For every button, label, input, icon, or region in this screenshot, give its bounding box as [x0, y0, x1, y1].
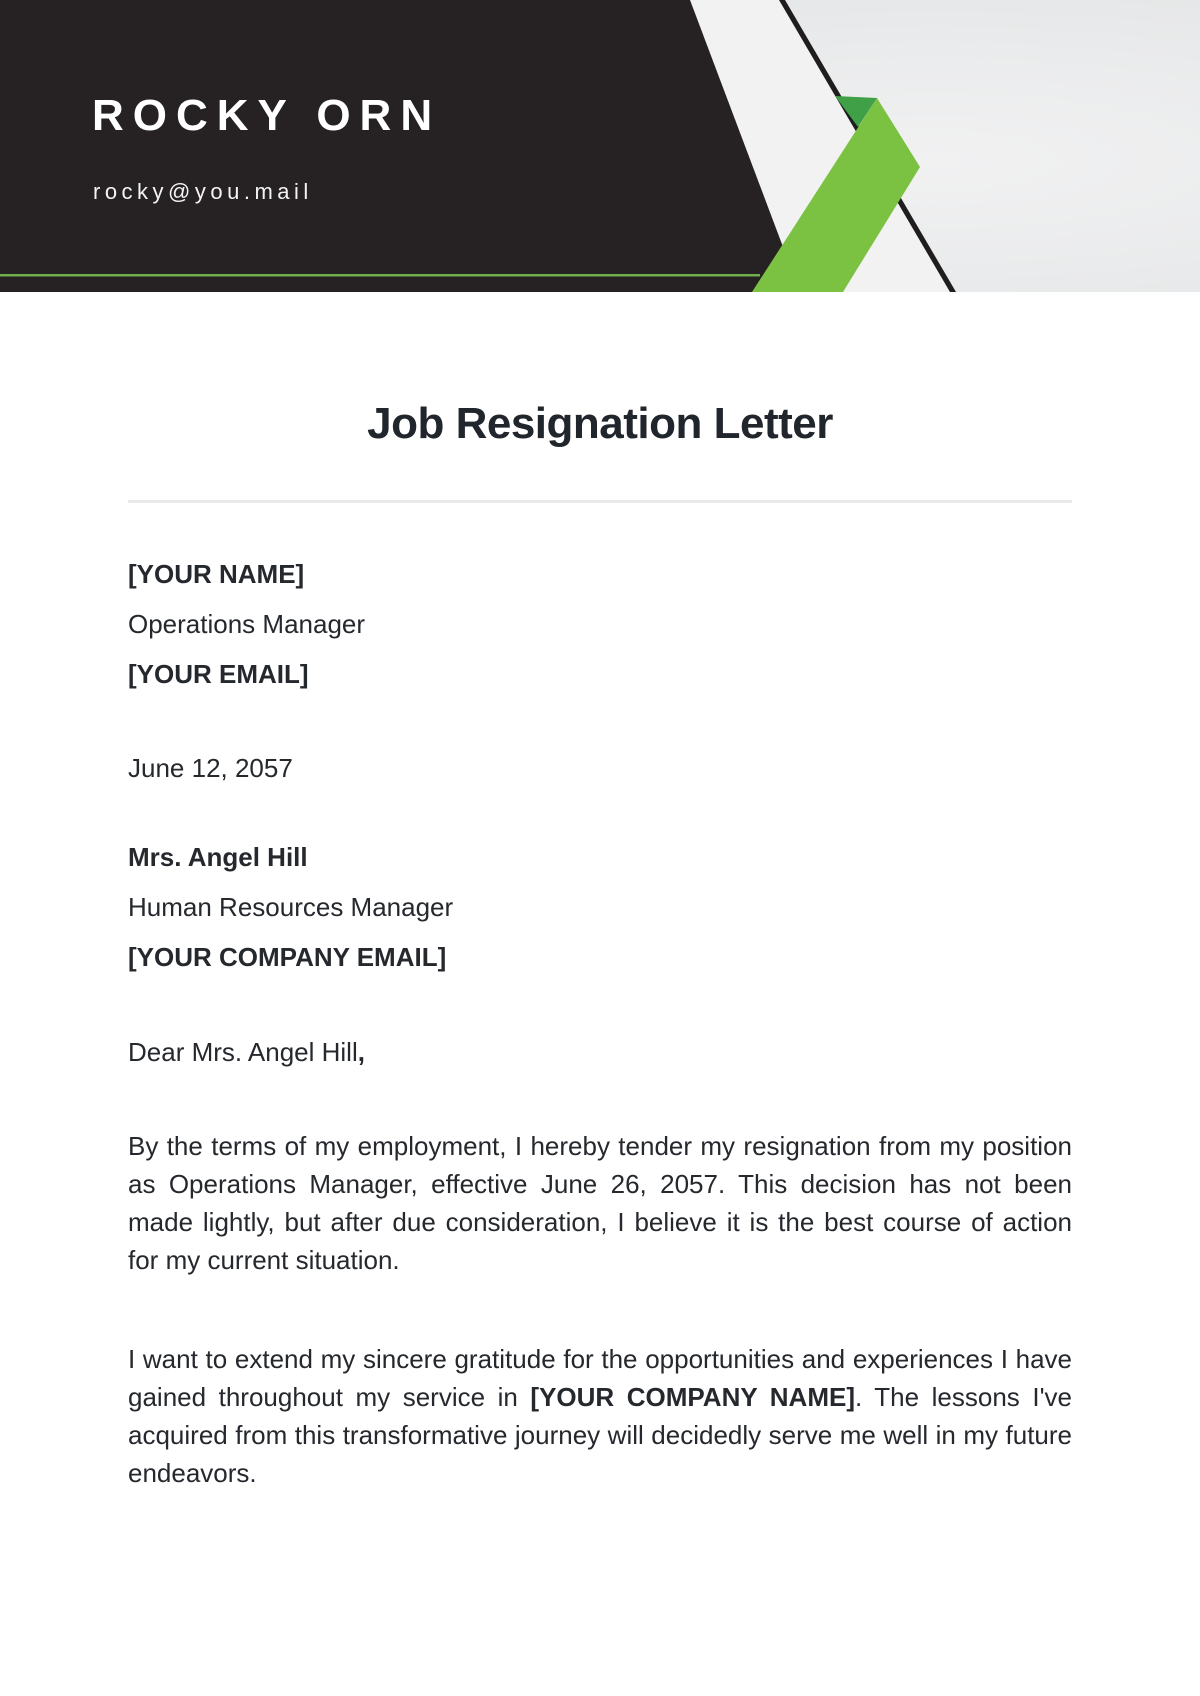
sender-role: Operations Manager	[128, 609, 366, 639]
recipient-email-placeholder: [YOUR COMPANY EMAIL]	[128, 942, 447, 972]
recipient-block	[128, 838, 1072, 976]
letter-date: June 12, 2057	[128, 753, 293, 783]
letterhead-email: rocky@you.mail	[93, 179, 313, 204]
recipient-role: Human Resources Manager	[128, 892, 454, 922]
paragraph-resignation: By the terms of my employment, I hereby tender my resignation from my position as Operations Manager, effective June 26, 2057. This decision has not been made lightly, but after due consideration, I believe it is the best course of action for my current situation.	[128, 1131, 1072, 1275]
letter-body	[0, 399, 1200, 1492]
sender-email-placeholder: [YOUR EMAIL]	[128, 659, 309, 689]
paragraph-gratitude-after: . The lessons I've acquired from this transformative journey will decidedly serve me well in my future endeavors.	[128, 1382, 1073, 1488]
letterhead	[0, 0, 1200, 292]
sender-block	[128, 555, 1072, 693]
sender-name-placeholder: [YOUR NAME]	[128, 559, 305, 589]
letterhead-decoration	[0, 0, 1200, 292]
salutation	[128, 1033, 1072, 1071]
company-name-placeholder: [YOUR COMPANY NAME]	[530, 1382, 855, 1412]
title-divider	[128, 500, 1072, 503]
paragraph-gratitude	[128, 1340, 1072, 1492]
salutation-comma: ,	[357, 1037, 365, 1067]
letterhead-name: ROCKY ORN	[92, 91, 442, 140]
recipient-name: Mrs. Angel Hill	[128, 842, 308, 872]
dark-block-shape	[0, 0, 800, 292]
paragraph-gratitude-before: I want to extend my sincere gratitude for the opportunities and experiences I have gained throughout my service in	[128, 1344, 1072, 1412]
green-rule-shape	[0, 274, 760, 277]
document-title: Job Resignation Letter	[367, 399, 833, 448]
salutation-text: Dear Mrs. Angel Hill	[128, 1037, 358, 1067]
